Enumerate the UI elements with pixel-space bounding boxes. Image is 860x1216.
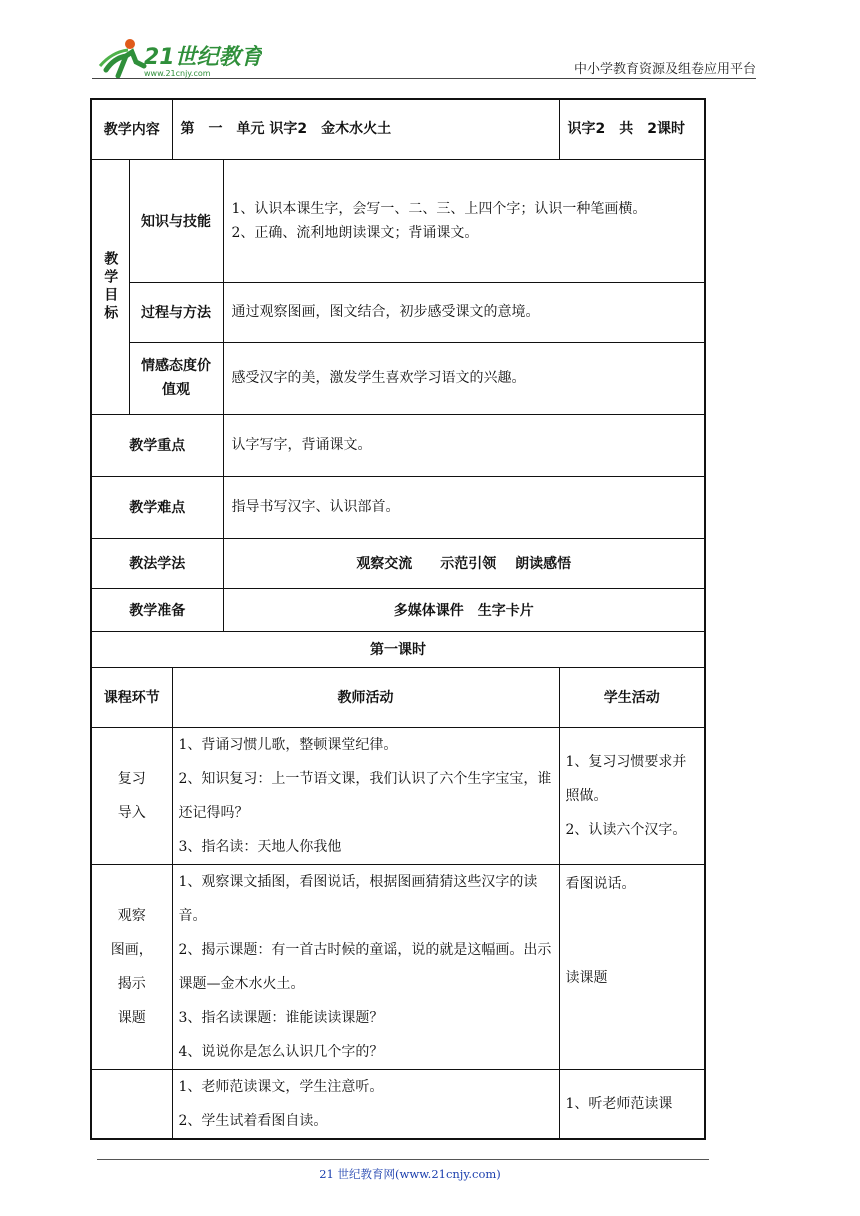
difficulties-label: 教学难点 — [91, 476, 223, 538]
content-label: 教学内容 — [91, 99, 172, 159]
teacher-line: 2、学生试着看图自读。 — [178, 1112, 328, 1129]
hours-value: 识字2 共 2课时 — [559, 99, 705, 159]
teacher-line: 3、指名读：天地人你我他 — [178, 838, 342, 855]
lesson-title: 第一课时 — [91, 631, 705, 667]
stage-cell — [91, 864, 172, 1069]
header-divider — [92, 78, 756, 79]
stage-cell — [91, 1069, 172, 1139]
table-row — [91, 99, 705, 159]
table-row — [91, 864, 705, 1069]
column-header-stage: 课程环节 — [91, 667, 172, 727]
goals-label — [91, 159, 129, 414]
table-row — [91, 631, 705, 667]
teacher-line: 1、老师范读课文，学生注意听。 — [178, 1078, 384, 1095]
stage-line: 图画， — [110, 941, 153, 958]
column-header-student: 学生活动 — [559, 667, 705, 727]
goal-line: 2、正确、流利地朗读课文；背诵课文。 — [231, 224, 479, 241]
runner-logo-icon — [92, 36, 262, 82]
goal-line: 1、认识本课生字，会写一、二、三、上四个字；认识一种笔画横。 — [231, 200, 647, 217]
teacher-line: 1、观察课文插图，看图说话，根据图画猜猜这些汉字的读音。 — [178, 873, 538, 924]
stage-line: 观察 — [117, 907, 146, 924]
methods-value: 观察交流 示范引领 朗读感悟 — [223, 538, 705, 588]
table-row — [91, 538, 705, 588]
goal-label: 情感态度价值观 — [129, 342, 223, 414]
preparation-label: 教学准备 — [91, 588, 223, 631]
goal-content — [223, 159, 705, 282]
stage-line: 导入 — [117, 804, 146, 821]
student-line: 读课题 — [565, 969, 608, 986]
stage-line: 复习 — [117, 770, 146, 787]
student-activity — [559, 864, 705, 1069]
student-line: 1、听老师范读课 — [565, 1095, 673, 1112]
student-activity — [559, 1069, 705, 1139]
teacher-line: 1、背诵习惯儿歌，整顿课堂纪律。 — [178, 736, 398, 753]
teacher-activity — [172, 727, 559, 864]
student-activity — [559, 727, 705, 864]
teacher-activity — [172, 1069, 559, 1139]
student-line: 2、认读六个汉字。 — [565, 821, 687, 838]
preparation-value: 多媒体课件 生字卡片 — [223, 588, 705, 631]
goal-label: 知识与技能 — [129, 159, 223, 282]
goal-content: 感受汉字的美，激发学生喜欢学习语文的兴趣。 — [223, 342, 705, 414]
methods-label: 教法学法 — [91, 538, 223, 588]
table-row — [91, 1069, 705, 1139]
svg-text:21世纪教育: 21世纪教育 — [144, 45, 262, 70]
teacher-line: 4、说说你是怎么认识几个字的？ — [178, 1043, 384, 1060]
teacher-activity — [172, 864, 559, 1069]
key-points-value: 认字写字，背诵课文。 — [223, 414, 705, 476]
key-points-label: 教学重点 — [91, 414, 223, 476]
student-line: 看图说话。 — [565, 875, 636, 892]
teacher-line: 3、指名读课题：谁能读读课题？ — [178, 1009, 384, 1026]
table-row — [91, 727, 705, 864]
platform-name: 中小学教育资源及组卷应用平台 — [573, 62, 756, 77]
brand-logo — [92, 36, 262, 82]
table-row — [91, 159, 705, 282]
table-row — [91, 476, 705, 538]
table-row — [91, 282, 705, 342]
stage-line: 课题 — [117, 1009, 146, 1026]
table-row — [91, 414, 705, 476]
teacher-line: 2、知识复习：上一节语文课，我们认识了六个生字宝宝，谁还记得吗？ — [178, 770, 552, 821]
table-header-row — [91, 667, 705, 727]
stage-line: 揭示 — [117, 975, 146, 992]
footer-link[interactable]: 21 世纪教育网(www.21cnjy.com) — [319, 1167, 501, 1181]
footer-divider — [97, 1159, 709, 1160]
table-row — [91, 342, 705, 414]
table-row — [91, 588, 705, 631]
goal-label: 过程与方法 — [129, 282, 223, 342]
student-line: 1、复习习惯要求并照做。 — [565, 753, 687, 804]
teacher-line: 2、揭示课题：有一首古时候的童谣，说的就是这幅画。出示课题—金木水火土。 — [178, 941, 552, 992]
goal-content: 通过观察图画，图文结合，初步感受课文的意境。 — [223, 282, 705, 342]
goals-label-text: 教学目标 — [102, 250, 119, 323]
difficulties-value: 指导书写汉字、认识部首。 — [223, 476, 705, 538]
content-value: 第 一 单元 识字2 金木水火土 — [172, 99, 559, 159]
svg-text:www.21cnjy.com: www.21cnjy.com — [144, 69, 211, 78]
column-header-teacher: 教师活动 — [172, 667, 559, 727]
stage-cell — [91, 727, 172, 864]
lesson-plan-table — [90, 98, 706, 1140]
